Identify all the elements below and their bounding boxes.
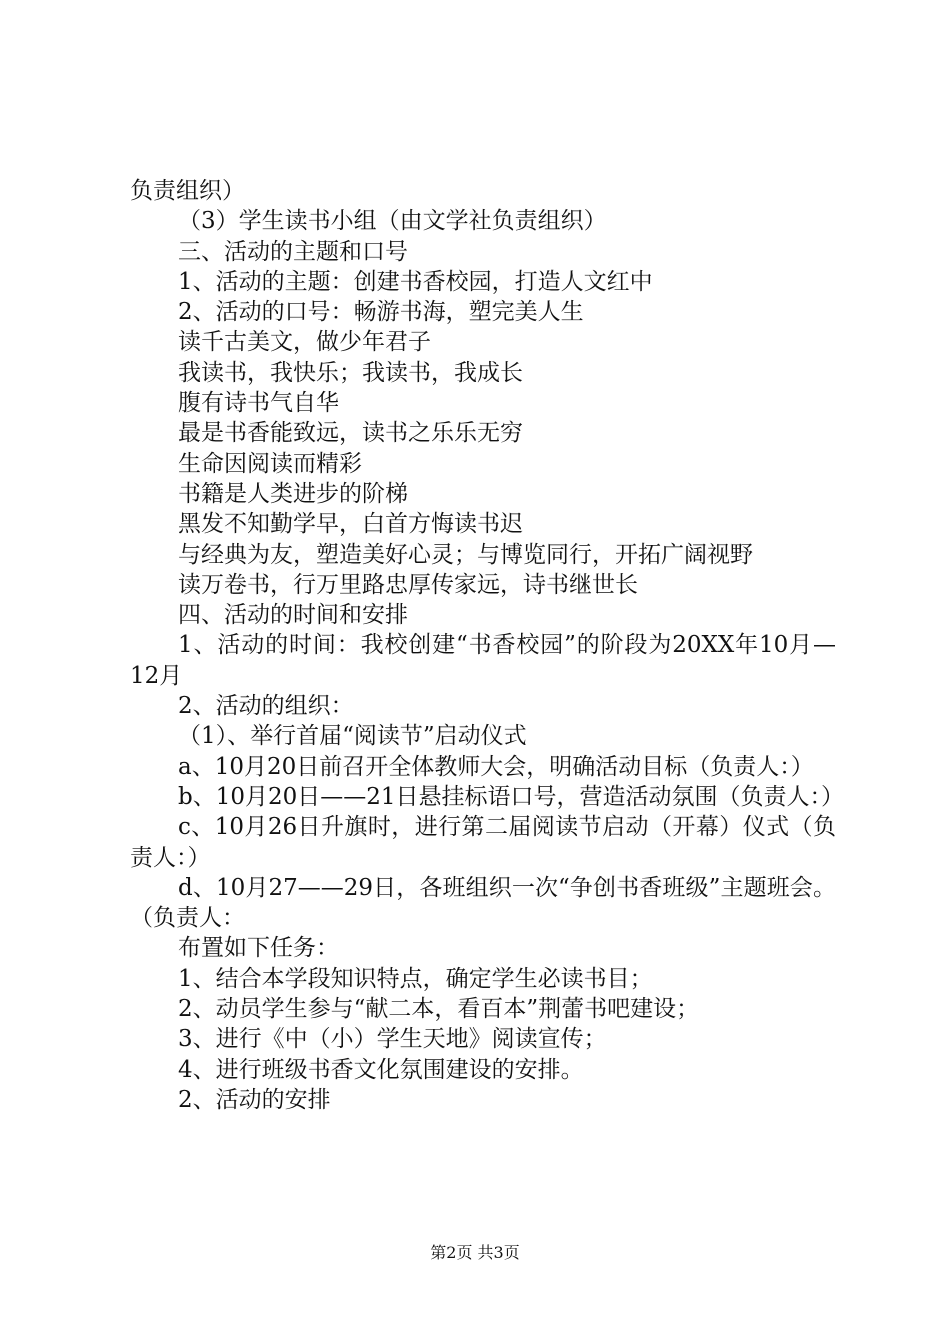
paragraph-line: 布置如下任务： bbox=[178, 935, 339, 962]
paragraph-line: 1、活动的主题：创建书香校园，打造人文红中 bbox=[178, 268, 653, 295]
slogan-line: 我读书，我快乐；我读书，我成长 bbox=[178, 359, 523, 386]
list-item: 1、结合本学段知识特点，确定学生必读书目； bbox=[178, 965, 653, 992]
slogan-line: 黑发不知勤学早，白首方悔读书迟 bbox=[178, 511, 523, 538]
slogan-line: 与经典为友，塑造美好心灵；与博览同行，开拓广阔视野 bbox=[178, 541, 753, 568]
section-heading: 三、活动的主题和口号 bbox=[178, 238, 408, 265]
page-number-footer: 第2页 共3页 bbox=[430, 1243, 520, 1262]
slogan-line: 读千古美文，做少年君子 bbox=[178, 329, 431, 356]
slogan-line: 腹有诗书气自华 bbox=[178, 390, 339, 417]
paragraph-line: （1）、举行首届“阅读节”启动仪式 bbox=[178, 723, 527, 750]
paragraph-line: c、10月26日升旗时，进行第二届阅读节启动（开幕）仪式（负责人：） bbox=[130, 814, 836, 871]
section-heading: 四、活动的时间和安排 bbox=[178, 602, 408, 629]
paragraph-line: 1、活动的时间：我校创建“书香校园”的阶段为20XX年10月—12月 bbox=[130, 632, 836, 689]
list-item: 3、进行《中（小）学生天地》阅读宣传； bbox=[178, 1026, 607, 1053]
paragraph-line: d、10月27——29日，各班组织一次“争创书香班级”主题班会。（负责人： bbox=[130, 874, 836, 932]
list-item: 2、动员学生参与“献二本，看百本”荆蕾书吧建设； bbox=[178, 996, 700, 1023]
paragraph-line: 2、活动的口号：畅游书海，塑完美人生 bbox=[178, 299, 584, 326]
list-item: 4、进行班级书香文化氛围建设的安排。 bbox=[178, 1056, 584, 1083]
paragraph-line: a、10月20日前召开全体教师大会，明确活动目标（负责人：） bbox=[178, 753, 814, 780]
slogan-line: 最是书香能致远，读书之乐乐无穷 bbox=[178, 420, 523, 447]
slogan-line: 生命因阅读而精彩 bbox=[178, 450, 362, 477]
paragraph-line: 负责组织） bbox=[130, 178, 245, 204]
paragraph-line: 2、活动的组织： bbox=[178, 693, 354, 720]
paragraph-line: （3）学生读书小组（由文学社负责组织） bbox=[178, 208, 607, 235]
document-body bbox=[130, 176, 845, 1115]
slogan-line: 书籍是人类进步的阶梯 bbox=[178, 480, 408, 507]
slogan-line: 读万卷书，行万里路忠厚传家远，诗书继世长 bbox=[178, 571, 638, 598]
paragraph-line: 2、活动的安排 bbox=[178, 1086, 331, 1113]
paragraph-line: b、10月20日——21日悬挂标语口号，营造活动氛围（负责人：） bbox=[178, 783, 845, 810]
